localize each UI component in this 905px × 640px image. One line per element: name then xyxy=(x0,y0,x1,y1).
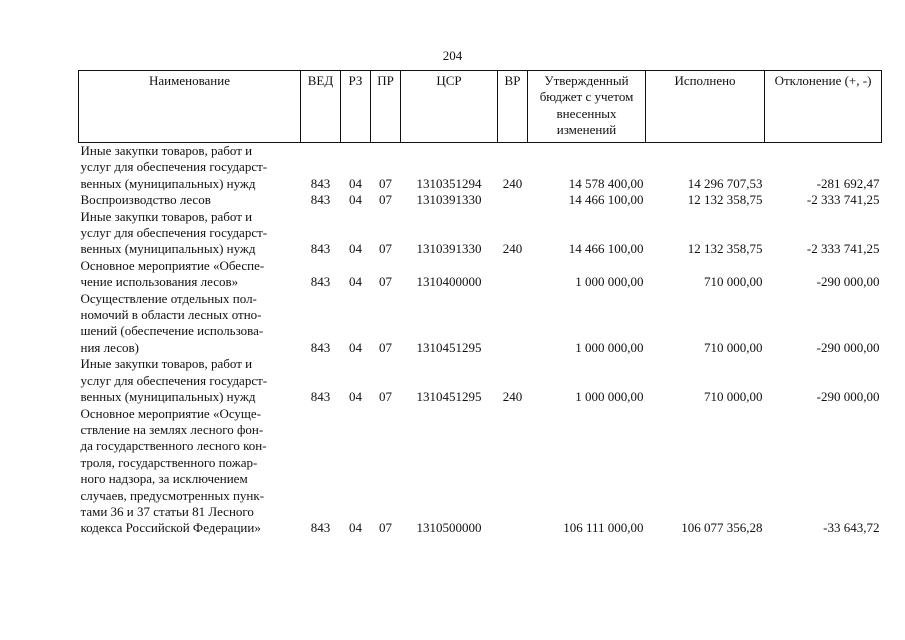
cell-name xyxy=(79,143,301,193)
cell-name-line: случаев, предусмотренных пунк- xyxy=(80,487,265,503)
cell-csr: 1310451295 xyxy=(416,339,482,355)
table-row xyxy=(79,143,882,193)
cell-deviation: -33 643,72 xyxy=(823,520,880,536)
cell-vr xyxy=(498,291,528,357)
cell-executed: 14 296 707,53 xyxy=(687,175,763,191)
cell-ved: 843 xyxy=(310,389,331,405)
budget-execution-table xyxy=(78,70,882,537)
cell-pr: 07 xyxy=(379,339,392,355)
cell-csr: 1310391330 xyxy=(416,241,482,257)
table-header-row xyxy=(79,71,882,143)
cell-name-line: Осуществление отдельных пол- xyxy=(80,290,257,306)
cell-rz: 04 xyxy=(349,520,362,536)
cell-name xyxy=(79,356,301,405)
cell-name-line: Иные закупки товаров, работ и xyxy=(80,208,253,224)
cell-budget: 1 000 000,00 xyxy=(575,389,644,405)
cell-vr xyxy=(498,406,528,537)
cell-rz: 04 xyxy=(349,389,362,405)
cell-rz: 04 xyxy=(349,339,362,355)
cell-pr: 07 xyxy=(379,389,392,405)
header-vr: ВР xyxy=(498,71,528,143)
table-row xyxy=(79,209,882,258)
cell-vr: 240 xyxy=(502,175,523,191)
cell-name-line: ного надзора, за исключением xyxy=(80,471,248,487)
cell-name-line: ствление на землях лесного фон- xyxy=(80,421,264,437)
cell-executed: 710 000,00 xyxy=(704,339,763,355)
cell-name-line: венных (муниципальных) нужд xyxy=(80,389,256,405)
cell-rz: 04 xyxy=(349,274,362,290)
cell-name-line: услуг для обеспечения государст- xyxy=(80,159,268,175)
cell-vr: 240 xyxy=(502,389,523,405)
cell-name-line: троля, государственного пожар- xyxy=(80,454,258,470)
cell-executed: 12 132 358,75 xyxy=(687,192,763,208)
header-executed: Исполнено xyxy=(646,71,765,143)
table-row xyxy=(79,356,882,405)
cell-name-line: ния лесов) xyxy=(80,339,139,355)
cell-budget: 14 466 100,00 xyxy=(568,192,644,208)
cell-name-line: номочий в области лесных отно- xyxy=(80,307,262,323)
header-deviation: Отклонение (+, -) xyxy=(765,71,882,143)
cell-name-line: кодекса Российской Федерации» xyxy=(80,520,261,536)
cell-name xyxy=(79,406,301,537)
cell-pr: 07 xyxy=(379,241,392,257)
cell-name-line: венных (муниципальных) нужд xyxy=(80,175,256,191)
cell-ved: 843 xyxy=(310,520,331,536)
cell-name-line: Иные закупки товаров, работ и xyxy=(80,143,253,158)
table-row xyxy=(79,192,882,208)
cell-name-line: Воспроизводство лесов xyxy=(80,192,211,208)
header-ved: ВЕД xyxy=(301,71,341,143)
cell-name-line: шений (обеспечение использова- xyxy=(80,323,264,339)
cell-name-line: да государственного лесного кон- xyxy=(80,438,267,454)
cell-rz: 04 xyxy=(349,175,362,191)
cell-name-line: услуг для обеспечения государст- xyxy=(80,225,268,241)
cell-name-line: Основное мероприятие «Осуще- xyxy=(80,405,262,421)
cell-budget: 14 466 100,00 xyxy=(568,241,644,257)
cell-name xyxy=(79,192,301,208)
cell-name-line: Иные закупки товаров, работ и xyxy=(80,356,253,372)
cell-name xyxy=(79,258,301,291)
cell-budget: 1 000 000,00 xyxy=(575,339,644,355)
cell-ved: 843 xyxy=(310,339,331,355)
cell-ved: 843 xyxy=(310,274,331,290)
cell-name-line: Основное мероприятие «Обеспе- xyxy=(80,257,265,273)
cell-deviation: -290 000,00 xyxy=(816,274,880,290)
table-row xyxy=(79,291,882,357)
cell-executed: 12 132 358,75 xyxy=(687,241,763,257)
table-row xyxy=(79,258,882,291)
cell-deviation: -290 000,00 xyxy=(816,339,880,355)
cell-pr: 07 xyxy=(379,520,392,536)
header-rz: РЗ xyxy=(341,71,371,143)
cell-ved: 843 xyxy=(310,192,331,208)
cell-name xyxy=(79,209,301,258)
cell-executed: 106 077 356,28 xyxy=(681,520,763,536)
cell-name xyxy=(79,291,301,357)
cell-deviation: -2 333 741,25 xyxy=(806,241,880,257)
cell-name-line: тами 36 и 37 статьи 81 Лесного xyxy=(80,503,254,519)
cell-pr: 07 xyxy=(379,274,392,290)
cell-rz: 04 xyxy=(349,241,362,257)
cell-vr xyxy=(498,258,528,291)
cell-pr: 07 xyxy=(379,175,392,191)
cell-ved: 843 xyxy=(310,241,331,257)
cell-budget: 14 578 400,00 xyxy=(568,175,644,191)
cell-executed: 710 000,00 xyxy=(704,274,763,290)
cell-executed: 710 000,00 xyxy=(704,389,763,405)
cell-csr: 1310391330 xyxy=(416,192,482,208)
table-row xyxy=(79,406,882,537)
cell-budget: 1 000 000,00 xyxy=(575,274,644,290)
cell-ved: 843 xyxy=(310,175,331,191)
cell-csr: 1310400000 xyxy=(416,274,482,290)
cell-name-line: венных (муниципальных) нужд xyxy=(80,241,256,257)
cell-pr: 07 xyxy=(379,192,392,208)
header-pr: ПР xyxy=(371,71,401,143)
cell-csr: 1310451295 xyxy=(416,389,482,405)
header-csr: ЦСР xyxy=(401,71,498,143)
cell-budget: 106 111 000,00 xyxy=(563,520,644,536)
cell-name-line: услуг для обеспечения государст- xyxy=(80,372,268,388)
cell-deviation: -290 000,00 xyxy=(816,389,880,405)
cell-vr: 240 xyxy=(502,241,523,257)
cell-csr: 1310500000 xyxy=(416,520,482,536)
cell-deviation: -2 333 741,25 xyxy=(806,192,880,208)
cell-csr: 1310351294 xyxy=(416,175,482,191)
page-number: 204 xyxy=(442,48,463,63)
cell-vr xyxy=(498,192,528,208)
cell-name-line: чение использования лесов» xyxy=(80,274,239,290)
header-budget: Утвержденный бюджет с учетом внесенных изменений xyxy=(528,71,646,143)
header-name: Наименование xyxy=(79,71,301,143)
cell-deviation: -281 692,47 xyxy=(816,175,880,191)
table-body xyxy=(79,143,882,537)
cell-rz: 04 xyxy=(349,192,362,208)
